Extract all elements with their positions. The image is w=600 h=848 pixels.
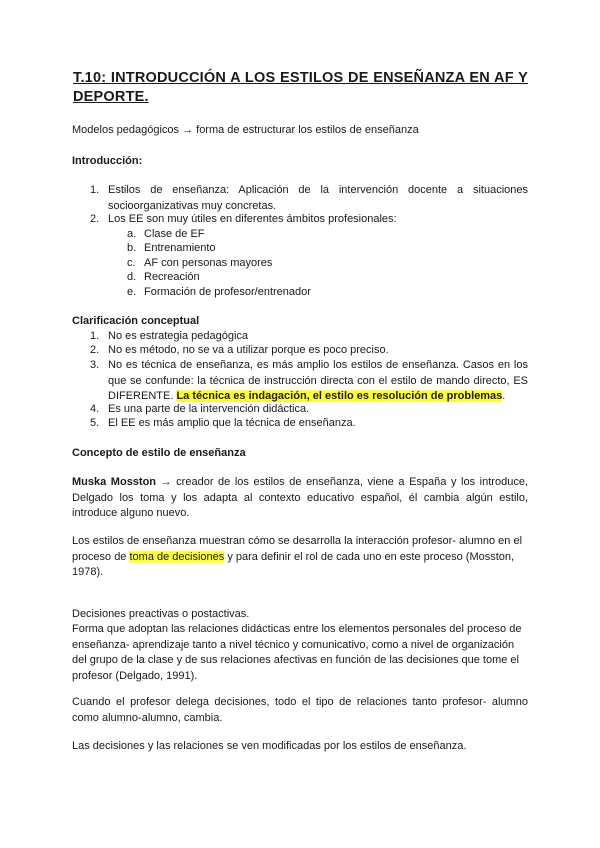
- preactive-line: Decisiones preactivas o postactivas.: [72, 608, 250, 620]
- sublist-letter: d.: [127, 271, 137, 283]
- intro-line: Modelos pedagógicos → forma de estructurar los estilos de enseñanza: [72, 124, 419, 136]
- list-item: [108, 358, 528, 405]
- paragraph-text: y para definir el rol de cada uno en este proceso (Mosston, 1978).: [72, 550, 515, 578]
- list-item: Estilos de enseñanza: Aplicación de la intervención docente a situaciones socioorganizativas muy concretas.: [108, 184, 528, 212]
- concepto-heading: Concepto de estilo de enseñanza: [72, 447, 246, 459]
- page-title: T.10: INTRODUCCIÓN A LOS ESTILOS DE ENSEÑANZA EN AF Y DEPORTE.: [73, 70, 528, 105]
- list-number: 1.: [90, 184, 100, 196]
- sublist-item: Recreación: [144, 271, 200, 283]
- relations-paragraph: Forma que adoptan las relaciones didácticas entre los elementos personales del proceso de enseñanza- aprendizaje tanto a nivel técnico y comunicativo, como a nivel de organización del grupo de la clase y de sus relaciones afectivas en función de las decisiones que tome el profesor (Delgado, 1991).: [72, 623, 522, 682]
- list-item: No es método, no se va a utilizar porque es poco preciso.: [108, 344, 389, 356]
- mosston-paragraph: [72, 475, 528, 522]
- list-number: 2.: [90, 344, 100, 356]
- paragraph-text: Los estilos de enseñanza muestran cómo se desarrolla la interacción profesor- alumno en el proceso de: [72, 535, 523, 563]
- list-number: 1.: [90, 330, 100, 342]
- delegation-paragraph: Cuando el profesor delega decisiones, todo el tipo de relaciones tanto profesor- alumno como alumno-alumno, cambia.: [72, 696, 528, 724]
- paragraph-text: → creador de los estilos de enseñanza, viene a España y los introduce, Delgado los toma y los adapta al contexto educativo español, él cambia algún estilo, introduce alguno nuevo.: [72, 476, 528, 519]
- clarificacion-heading: Clarificación conceptual: [72, 315, 200, 327]
- sublist-letter: b.: [127, 242, 137, 254]
- sublist-letter: c.: [127, 257, 136, 269]
- list-number: 4.: [90, 403, 100, 415]
- list-number: 5.: [90, 417, 100, 429]
- list-item-text: No es técnica de enseñanza, es más amplio los estilos de enseñanza. Casos en los que se confunde: la técnica de instrucción directa con el estilo de mando directo, ES DIFERENTE.: [108, 359, 528, 402]
- sublist-item: Entrenamiento: [144, 242, 216, 254]
- list-item-tail: .: [502, 390, 506, 402]
- highlighted-text: La técnica es indagación, el estilo es resolución de problemas: [176, 390, 503, 402]
- list-number: 3.: [90, 359, 100, 371]
- sublist-letter: e.: [127, 286, 137, 298]
- list-number: 2.: [90, 213, 100, 225]
- closing-paragraph: Las decisiones y las relaciones se ven modificadas por los estilos de enseñanza.: [72, 740, 467, 752]
- list-item: No es estrategia pedagógica: [108, 330, 249, 342]
- sublist-item: Formación de profesor/entrenador: [144, 286, 311, 298]
- author-name: Muska Mosston: [72, 476, 157, 488]
- sublist-item: Clase de EF: [144, 228, 205, 240]
- sublist-item: AF con personas mayores: [144, 257, 273, 269]
- introduccion-heading: Introducción:: [72, 155, 143, 167]
- list-item: El EE es más amplio que la técnica de enseñanza.: [108, 417, 356, 429]
- list-item: Es una parte de la intervención didáctica.: [108, 403, 310, 415]
- decisions-paragraph: [72, 534, 528, 581]
- list-item: Los EE son muy útiles en diferentes ámbitos profesionales:: [108, 213, 397, 225]
- highlighted-text: toma de decisiones: [129, 550, 225, 563]
- sublist-letter: a.: [127, 228, 137, 240]
